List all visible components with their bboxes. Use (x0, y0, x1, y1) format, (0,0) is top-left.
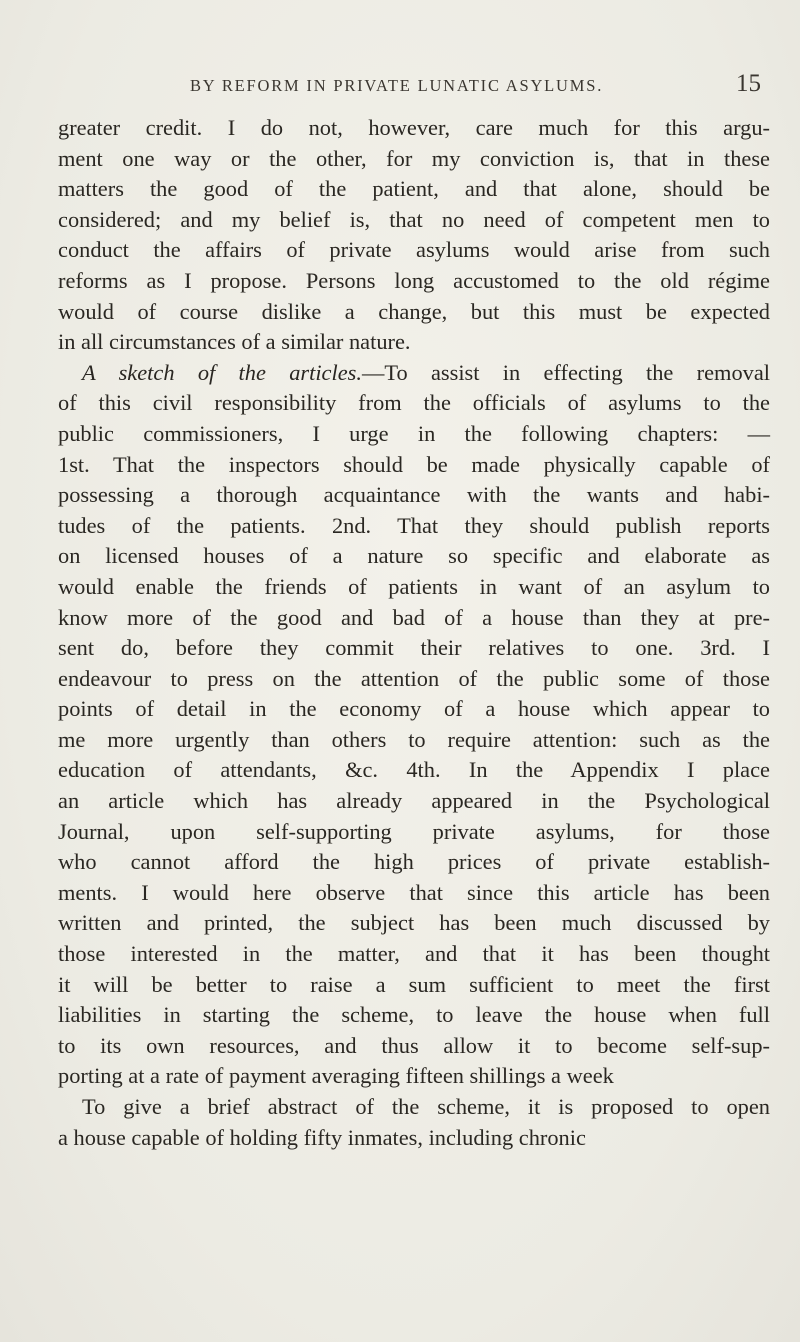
text-line: on licensed houses of a nature so specific and elaborate as (58, 543, 770, 569)
text-line: greater credit. I do not, however, care much for this argu- (58, 115, 770, 140)
text-line: public commissioners, I urge in the following chapters: — (58, 420, 770, 446)
text-line: those interested in the matter, and that it has been thought (58, 941, 770, 967)
page-number: 15 (736, 70, 761, 97)
text-line: 1st. That the inspectors should be made physically capable of (58, 451, 770, 477)
text-line: an article which has already appeared in the Psychological (58, 788, 770, 814)
text-line: would enable the friends of patients in want of an asylum to (58, 573, 770, 599)
text-line: a house capable of holding fifty inmates, including chronic (58, 1124, 586, 1150)
section-heading: A sketch of the articles. (82, 359, 362, 385)
text-line: written and printed, the subject has been much discussed by (58, 910, 770, 936)
text-line: considered; and my belief is, that no need of competent men to (58, 206, 770, 232)
running-head (0, 70, 800, 100)
text-line: endeavour to press on the attention of the public some of those (58, 665, 770, 691)
text-line: ment one way or the other, for my conviction is, that in these (58, 145, 770, 171)
text-line: sent do, before they commit their relatives to one. 3rd. I (58, 635, 770, 661)
text-line: it will be better to raise a sum sufficient to meet the first (58, 971, 770, 997)
text-line: matters the good of the patient, and that alone, should be (58, 176, 770, 202)
running-title: BY REFORM IN PRIVATE LUNATIC ASYLUMS. (190, 76, 604, 95)
text-line: of this civil responsibility from the officials of asylums to the (58, 390, 770, 416)
text-line: to its own resources, and thus allow it to become self-sup- (58, 1032, 770, 1058)
text-line: education of attendants, &c. 4th. In the Appendix I place (58, 757, 770, 783)
text-line: points of detail in the economy of a house which appear to (58, 696, 770, 722)
text-line: conduct the affairs of private asylums would arise from such (58, 237, 770, 263)
text-line: ments. I would here observe that since this article has been (58, 879, 770, 905)
text-line: know more of the good and bad of a house than they at pre- (58, 604, 770, 630)
text-line: reforms as I propose. Persons long accustomed to the old régime (58, 267, 770, 293)
text-line: who cannot afford the high prices of private establish- (58, 849, 770, 875)
section-lead-line (58, 358, 770, 389)
body-text (58, 113, 770, 1153)
text-line: me more urgently than others to require attention: such as the (58, 726, 770, 752)
text-line: possessing a thorough acquaintance with the wants and habi- (58, 482, 770, 508)
text-line: liabilities in starting the scheme, to leave the house when full (58, 1002, 770, 1028)
text-line: porting at a rate of payment averaging fifteen shillings a week (58, 1063, 614, 1089)
text-line: tudes of the patients. 2nd. That they should publish reports (58, 512, 770, 538)
text-line: To give a brief abstract of the scheme, it is proposed to open (82, 1094, 770, 1119)
section-lead-text: —To assist in effecting the removal (361, 359, 770, 385)
text-line: Journal, upon self-supporting private asylums, for those (58, 818, 770, 844)
text-line: in all circumstances of a similar nature. (58, 329, 411, 355)
text-line: would of course dislike a change, but this must be expected (58, 298, 770, 324)
